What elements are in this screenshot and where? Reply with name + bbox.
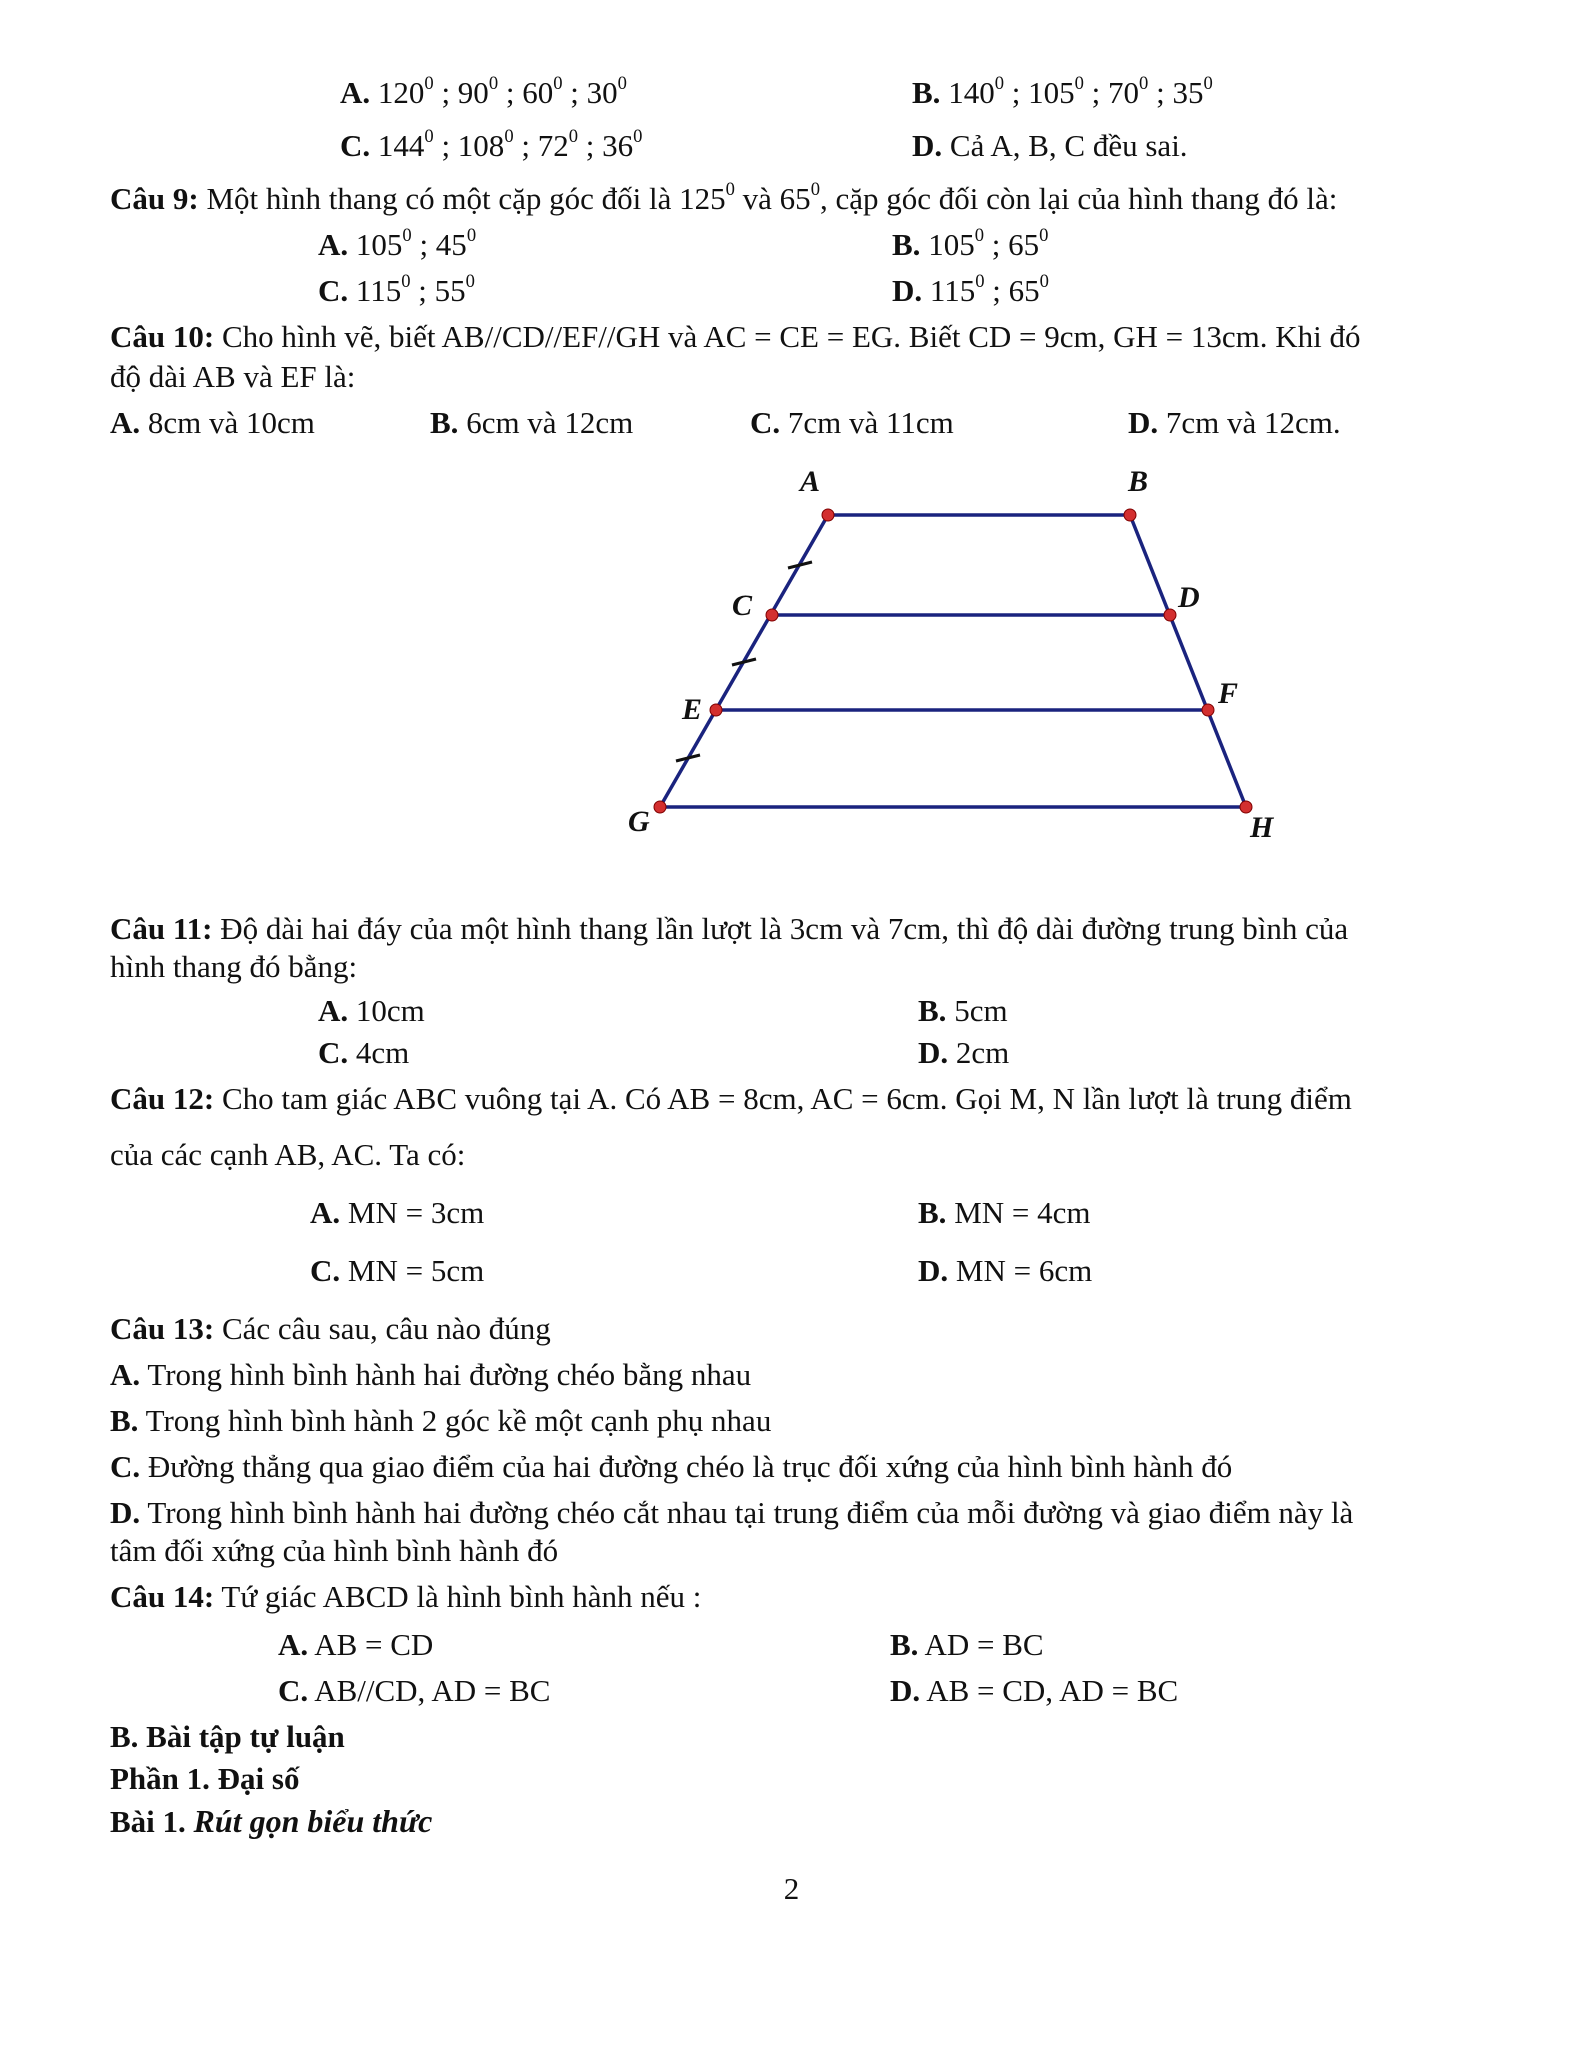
label-b: B <box>1128 465 1149 498</box>
section-b-heading: B. Bài tập tự luận <box>110 1719 345 1754</box>
q12-option-d: D. MN = 6cm <box>918 1253 1093 1288</box>
q10-stem-line1: Câu 10: Cho hình vẽ, biết AB//CD//EF//GH và AC = CE = EG. Biết CD = 9cm, GH = 13cm. Khi đó <box>110 319 1361 354</box>
q12-option-b: B. MN = 4cm <box>918 1195 1091 1230</box>
label-c: C <box>732 589 753 622</box>
q13-option-c: C. Đường thẳng qua giao điểm của hai đường chéo là trục đối xứng của hình bình hành đó <box>110 1449 1233 1484</box>
q11-stem-line1: Câu 11: Độ dài hai đáy của một hình thang lần lượt là 3cm và 7cm, thì độ dài đường trung bình của <box>110 911 1349 946</box>
q13-stem: Câu 13: Các câu sau, câu nào đúng <box>110 1311 551 1346</box>
q13-option-a: A. Trong hình bình hành hai đường chéo bằng nhau <box>110 1357 752 1392</box>
q8-option-a: A. $120^0$ ; $90^0$ ; $60^0$ ; $30^0$ <box>340 73 627 110</box>
q8-option-b: B. $140^0$ ; $105^0$ ; $70^0$ ; $35^0$ <box>912 73 1213 110</box>
q9-option-c: C. $115^0$ ; $55^0$ <box>318 271 475 308</box>
point-e <box>710 704 722 716</box>
q10-option-c: C. 7cm và 11cm <box>750 405 954 440</box>
q12-stem-line1: Câu 12: Cho tam giác ABC vuông tại A. Có AB = 8cm, AC = 6cm. Gọi M, N lần lượt là trung điểm <box>110 1081 1352 1116</box>
q10-option-d: D. 7cm và 12cm. <box>1128 405 1341 440</box>
leg-bh <box>1130 515 1246 807</box>
q11-option-d: D. 2cm <box>918 1035 1010 1070</box>
point-g <box>654 801 666 813</box>
q14-option-b: B. AD = BC <box>890 1627 1044 1662</box>
part1-heading: Phần 1. Đại số <box>110 1761 300 1796</box>
point-a <box>822 509 834 521</box>
q11-option-a: A. 10cm <box>318 993 425 1028</box>
q9-option-b: B. $105^0$ ; $65^0$ <box>892 225 1049 262</box>
q14-option-d: D. AB = CD, AD = BC <box>890 1673 1179 1708</box>
q14-option-c: C. AB//CD, AD = BC <box>278 1673 551 1708</box>
point-f <box>1202 704 1214 716</box>
label-d: D <box>1178 581 1200 614</box>
q13-option-b: B. Trong hình bình hành 2 góc kề một cạnh phụ nhau <box>110 1403 772 1438</box>
label-a: A <box>800 465 821 498</box>
point-c <box>766 609 778 621</box>
q13-option-d-line1: D. Trong hình bình hành hai đường chéo cắt nhau tại trung điểm của mỗi đường và giao điểm này là <box>110 1495 1354 1530</box>
point-d <box>1164 609 1176 621</box>
q10-stem-line2: độ dài AB và EF là: <box>110 359 356 394</box>
label-g: G <box>628 805 650 838</box>
bai1-heading: Bài 1. Rút gọn biểu thức <box>110 1803 433 1839</box>
page-number: 2 <box>783 1871 800 1906</box>
q12-stem-line2: của các cạnh AB, AC. Ta có: <box>110 1137 466 1172</box>
label-f: F <box>1218 677 1239 710</box>
q9-option-a: A. $105^0$ ; $45^0$ <box>318 225 477 262</box>
q9-option-d: D. $115^0$ ; $65^0$ <box>892 271 1049 308</box>
label-h: H <box>1250 811 1274 844</box>
q9-stem: Câu 9: Một hình thang có một cặp góc đối là $125^0$ và $65^0$, cặp góc đối còn lại của hình thang đó là: <box>110 179 1338 216</box>
q14-stem: Câu 14: Tứ giác ABCD là hình bình hành nếu : <box>110 1579 702 1614</box>
q11-option-b: B. 5cm <box>918 993 1008 1028</box>
q8-option-d: D. Cả A, B, C đều sai. <box>912 128 1188 163</box>
q10-option-b: B. 6cm và 12cm <box>430 405 634 440</box>
q11-option-c: C. 4cm <box>318 1035 410 1070</box>
q12-option-a: A. MN = 3cm <box>310 1195 485 1230</box>
point-b <box>1124 509 1136 521</box>
q11-stem-line2: hình thang đó bằng: <box>110 949 358 984</box>
q10-trapezoid-figure <box>600 465 1290 860</box>
q14-option-a: A. AB = CD <box>278 1627 434 1662</box>
q10-option-a: A. 8cm và 10cm <box>110 405 315 440</box>
label-e: E <box>682 693 703 726</box>
q8-option-c: C. $144^0$ ; $108^0$ ; $72^0$ ; $36^0$ <box>340 126 643 163</box>
q12-option-c: C. MN = 5cm <box>310 1253 485 1288</box>
q13-option-d-line2: tâm đối xứng của hình bình hành đó <box>110 1533 559 1568</box>
